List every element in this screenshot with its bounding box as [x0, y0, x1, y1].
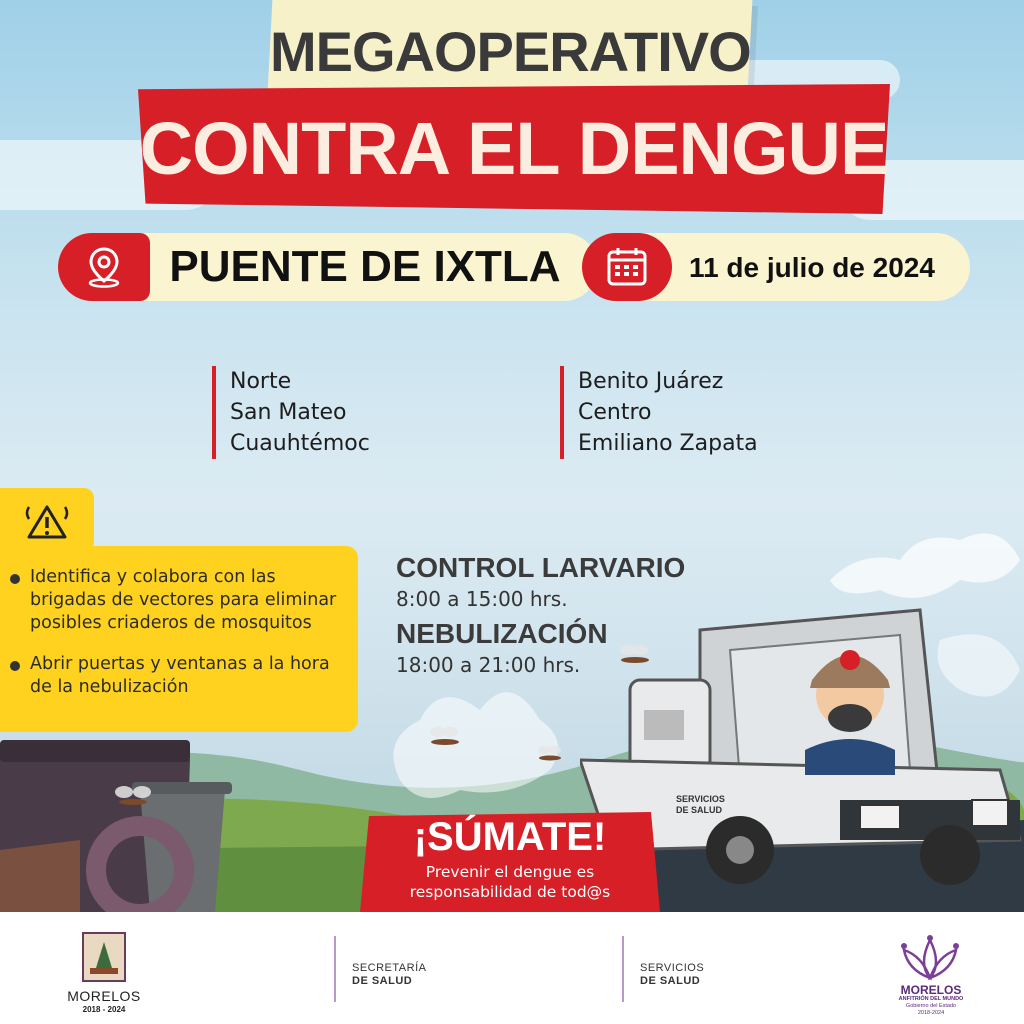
neighborhood: Benito Juárez: [578, 369, 724, 394]
neighborhood: San Mateo: [230, 400, 347, 425]
cta-line: responsabilidad de tod@s: [409, 883, 611, 901]
bullet: [10, 661, 20, 671]
secretaria-label: [352, 962, 426, 988]
bullet: [10, 574, 20, 584]
event-date: 11 de julio de 2024: [689, 252, 935, 283]
label-line: DE SALUD: [352, 975, 413, 987]
location-pin-icon: [58, 233, 150, 301]
label-line: SECRETARÍA: [352, 962, 427, 974]
state-tagline: ANFITRIÓN DEL MUNDO: [898, 996, 964, 1002]
truck-door-line: DE SALUD: [676, 805, 723, 815]
cta-subtitle: [360, 862, 660, 902]
title-line-1: MEGAOPERATIVO: [270, 20, 751, 83]
morelos-lotus-logo: [898, 934, 962, 982]
neighborhood: Norte: [230, 369, 292, 394]
state-name: MORELOS: [900, 983, 962, 997]
footer: [0, 912, 1024, 1024]
schedule-title: NEBULIZACIÓN: [396, 618, 608, 649]
mosquito-icon: [420, 722, 470, 758]
truck-door-text: [676, 794, 725, 816]
tip-item: [10, 566, 340, 635]
location-name: PUENTE DE IXTLA: [169, 242, 561, 291]
warning-icon-tab: [0, 488, 94, 552]
truck-door-line: SERVICIOS: [676, 794, 725, 804]
mosquito-icon: [530, 742, 570, 772]
tips-panel: [0, 546, 358, 732]
neighborhoods-right: [560, 366, 758, 459]
calendar-icon: [582, 233, 672, 301]
warning-icon: [21, 497, 73, 543]
schedule-time: 8:00 a 15:00 hrs.: [396, 587, 568, 611]
label-line: SERVICIOS: [640, 962, 705, 974]
title-line-2: CONTRA EL DENGUE: [139, 107, 889, 190]
mosquito-icon: [108, 780, 158, 820]
trash-bins: [0, 730, 240, 912]
neighborhood: Cuauhtémoc: [230, 431, 370, 456]
state-years: 2018-2024: [917, 1010, 945, 1016]
schedule-title: CONTROL LARVARIO: [396, 552, 686, 583]
municipal-seal: [82, 932, 126, 982]
cta-title: ¡SÚMATE!: [413, 815, 607, 859]
municipio-years: 2018 - 2024: [82, 1005, 126, 1014]
cta-line: Prevenir el dengue es: [425, 863, 595, 881]
neighborhood: Emiliano Zapata: [578, 431, 758, 456]
state-sub: Gobierno del Estado: [905, 1003, 957, 1009]
divider: [334, 936, 336, 1002]
tip-item: [10, 653, 340, 699]
neighborhood: Centro: [578, 400, 652, 425]
tip-text: Identifica y colabora con las brigadas de vectores para eliminar posibles criaderos de mosquitos: [30, 567, 337, 633]
neighborhoods-left: [212, 366, 370, 459]
divider: [622, 936, 624, 1002]
municipio-name: MORELOS: [67, 988, 141, 1004]
tip-text: Abrir puertas y ventanas a la hora de la nebulización: [30, 654, 330, 697]
servicios-label: [640, 962, 704, 988]
label-line: DE SALUD: [640, 975, 701, 987]
schedule-time: 18:00 a 21:00 hrs.: [396, 653, 581, 677]
